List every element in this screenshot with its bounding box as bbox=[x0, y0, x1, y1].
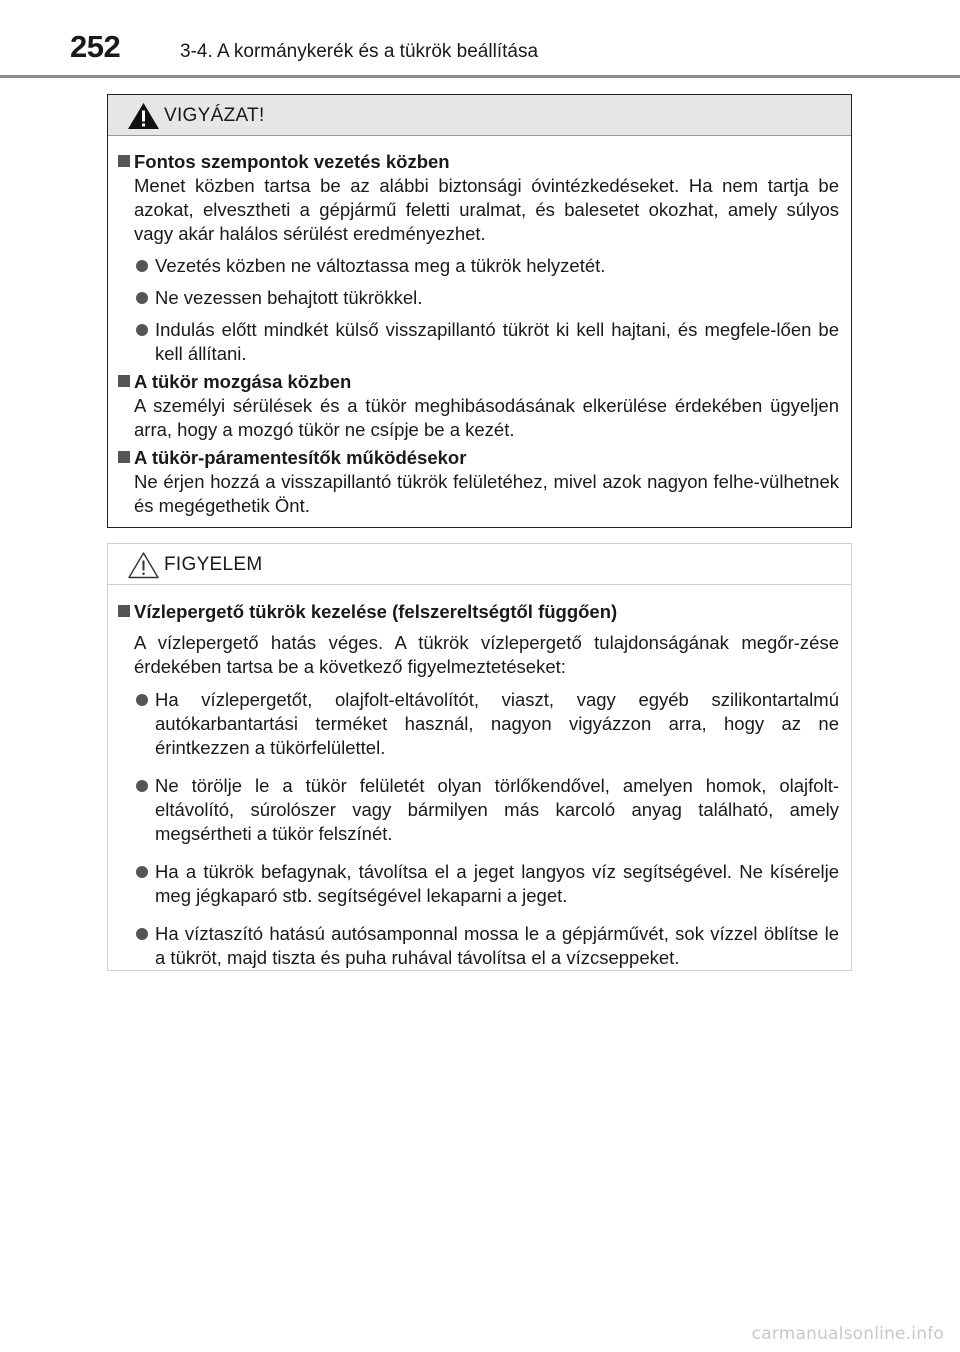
warning-box bbox=[107, 94, 852, 528]
square-bullet-icon bbox=[118, 451, 130, 463]
list-item-text: Ne vezessen behajtott tükrökkel. bbox=[155, 287, 423, 308]
notice-box-header bbox=[108, 544, 851, 585]
section-heading bbox=[118, 600, 839, 624]
round-bullet-icon bbox=[136, 866, 148, 878]
round-bullet-icon bbox=[136, 292, 148, 304]
list-item-text: Ne törölje le a tükör felületét olyan törlőkendővel, amelyen homok, olajfolt-eltávolító, súrolószer vagy bármilyen más karcoló anyag található, amely megsértheti a tükör felszínét. bbox=[155, 775, 839, 844]
round-bullet-icon bbox=[136, 780, 148, 792]
square-bullet-icon bbox=[118, 155, 130, 167]
round-bullet-icon bbox=[136, 694, 148, 706]
header-divider bbox=[0, 75, 960, 78]
list-item bbox=[118, 254, 839, 278]
section-text: Menet közben tartsa be az alábbi biztonsági óvintézkedéseket. Ha nem tartja be azokat, elvesztheti a gépjármű feletti uralmat, és balesetet okozhat, amely súlyos vagy akár halálos sérülést eredményezhet. bbox=[134, 175, 839, 244]
section-text: A vízlepergető hatás véges. A tükrök vízlepergető tulajdonságának megőr-zése érdekében tartsa be a következő figyelmeztetéseket: bbox=[134, 632, 839, 677]
section-heading-text: Vízlepergető tükrök kezelése (felszereltségtől függően) bbox=[134, 601, 618, 622]
notice-box bbox=[107, 543, 852, 971]
section-heading-text: A tükör mozgása közben bbox=[134, 371, 352, 392]
round-bullet-icon bbox=[136, 324, 148, 336]
list-item-text: Vezetés közben ne változtassa meg a tükrök helyzetét. bbox=[155, 255, 606, 276]
notice-box-body bbox=[108, 585, 851, 970]
page-number: 252 bbox=[70, 29, 121, 64]
warning-box-header bbox=[108, 95, 851, 136]
list-item-text: Ha vízlepergetőt, olajfolt-eltávolítót, viaszt, vagy egyéb szilikontartalmú autókarbantartási terméket használ, nagyon vigyázzon arra, hogy az ne érintkezzen a tükörfelülettel. bbox=[155, 689, 839, 758]
list-item-text: Ha a tükrök befagynak, távolítsa el a jeget langyos víz segítségével. Ne kísérelje meg jégkaparó stb. segítségével lekaparni a jeget. bbox=[155, 861, 839, 906]
section-title: 3-4. A kormánykerék és a tükrök beállítása bbox=[180, 41, 539, 62]
warning-triangle-icon bbox=[127, 102, 160, 130]
list-item bbox=[118, 688, 839, 760]
list-item bbox=[118, 774, 839, 846]
section-text: A személyi sérülések és a tükör meghibásodásának elkerülése érdekében ügyeljen arra, hogy a mozgó tükör ne csípje be a kezét. bbox=[134, 395, 839, 440]
page-header bbox=[0, 0, 960, 80]
list-item bbox=[118, 286, 839, 310]
section-heading bbox=[118, 370, 839, 394]
warning-outline-icon bbox=[127, 551, 160, 579]
square-bullet-icon bbox=[118, 375, 130, 387]
round-bullet-icon bbox=[136, 260, 148, 272]
list-item bbox=[118, 860, 839, 908]
list-item bbox=[118, 318, 839, 366]
section-heading-text: Fontos szempontok vezetés közben bbox=[134, 151, 450, 172]
round-bullet-icon bbox=[136, 928, 148, 940]
section-heading bbox=[118, 150, 839, 174]
list-item bbox=[118, 922, 839, 970]
section-text: Ne érjen hozzá a visszapillantó tükrök felületéhez, mivel azok nagyon felhe-vülhetnek és megégethetik Önt. bbox=[134, 471, 839, 516]
list-item-text: Indulás előtt mindkét külső visszapillantó tükröt ki kell hajtani, és megfele-lően be kell állítani. bbox=[155, 319, 839, 364]
section-heading bbox=[118, 446, 839, 470]
square-bullet-icon bbox=[118, 605, 130, 617]
warning-box-body bbox=[108, 136, 851, 518]
watermark: carmanualsonline.info bbox=[751, 1324, 944, 1344]
notice-box-title: FIGYELEM bbox=[164, 554, 263, 575]
warning-box-title: VIGYÁZAT! bbox=[164, 105, 265, 126]
section-heading-text: A tükör-páramentesítők működésekor bbox=[134, 447, 467, 468]
list-item-text: Ha víztaszító hatású autósamponnal mossa le a gépjárművét, sok vízzel öblítse le a tükröt, majd tiszta és puha ruhával távolítsa el a vízcseppeket. bbox=[155, 923, 839, 968]
